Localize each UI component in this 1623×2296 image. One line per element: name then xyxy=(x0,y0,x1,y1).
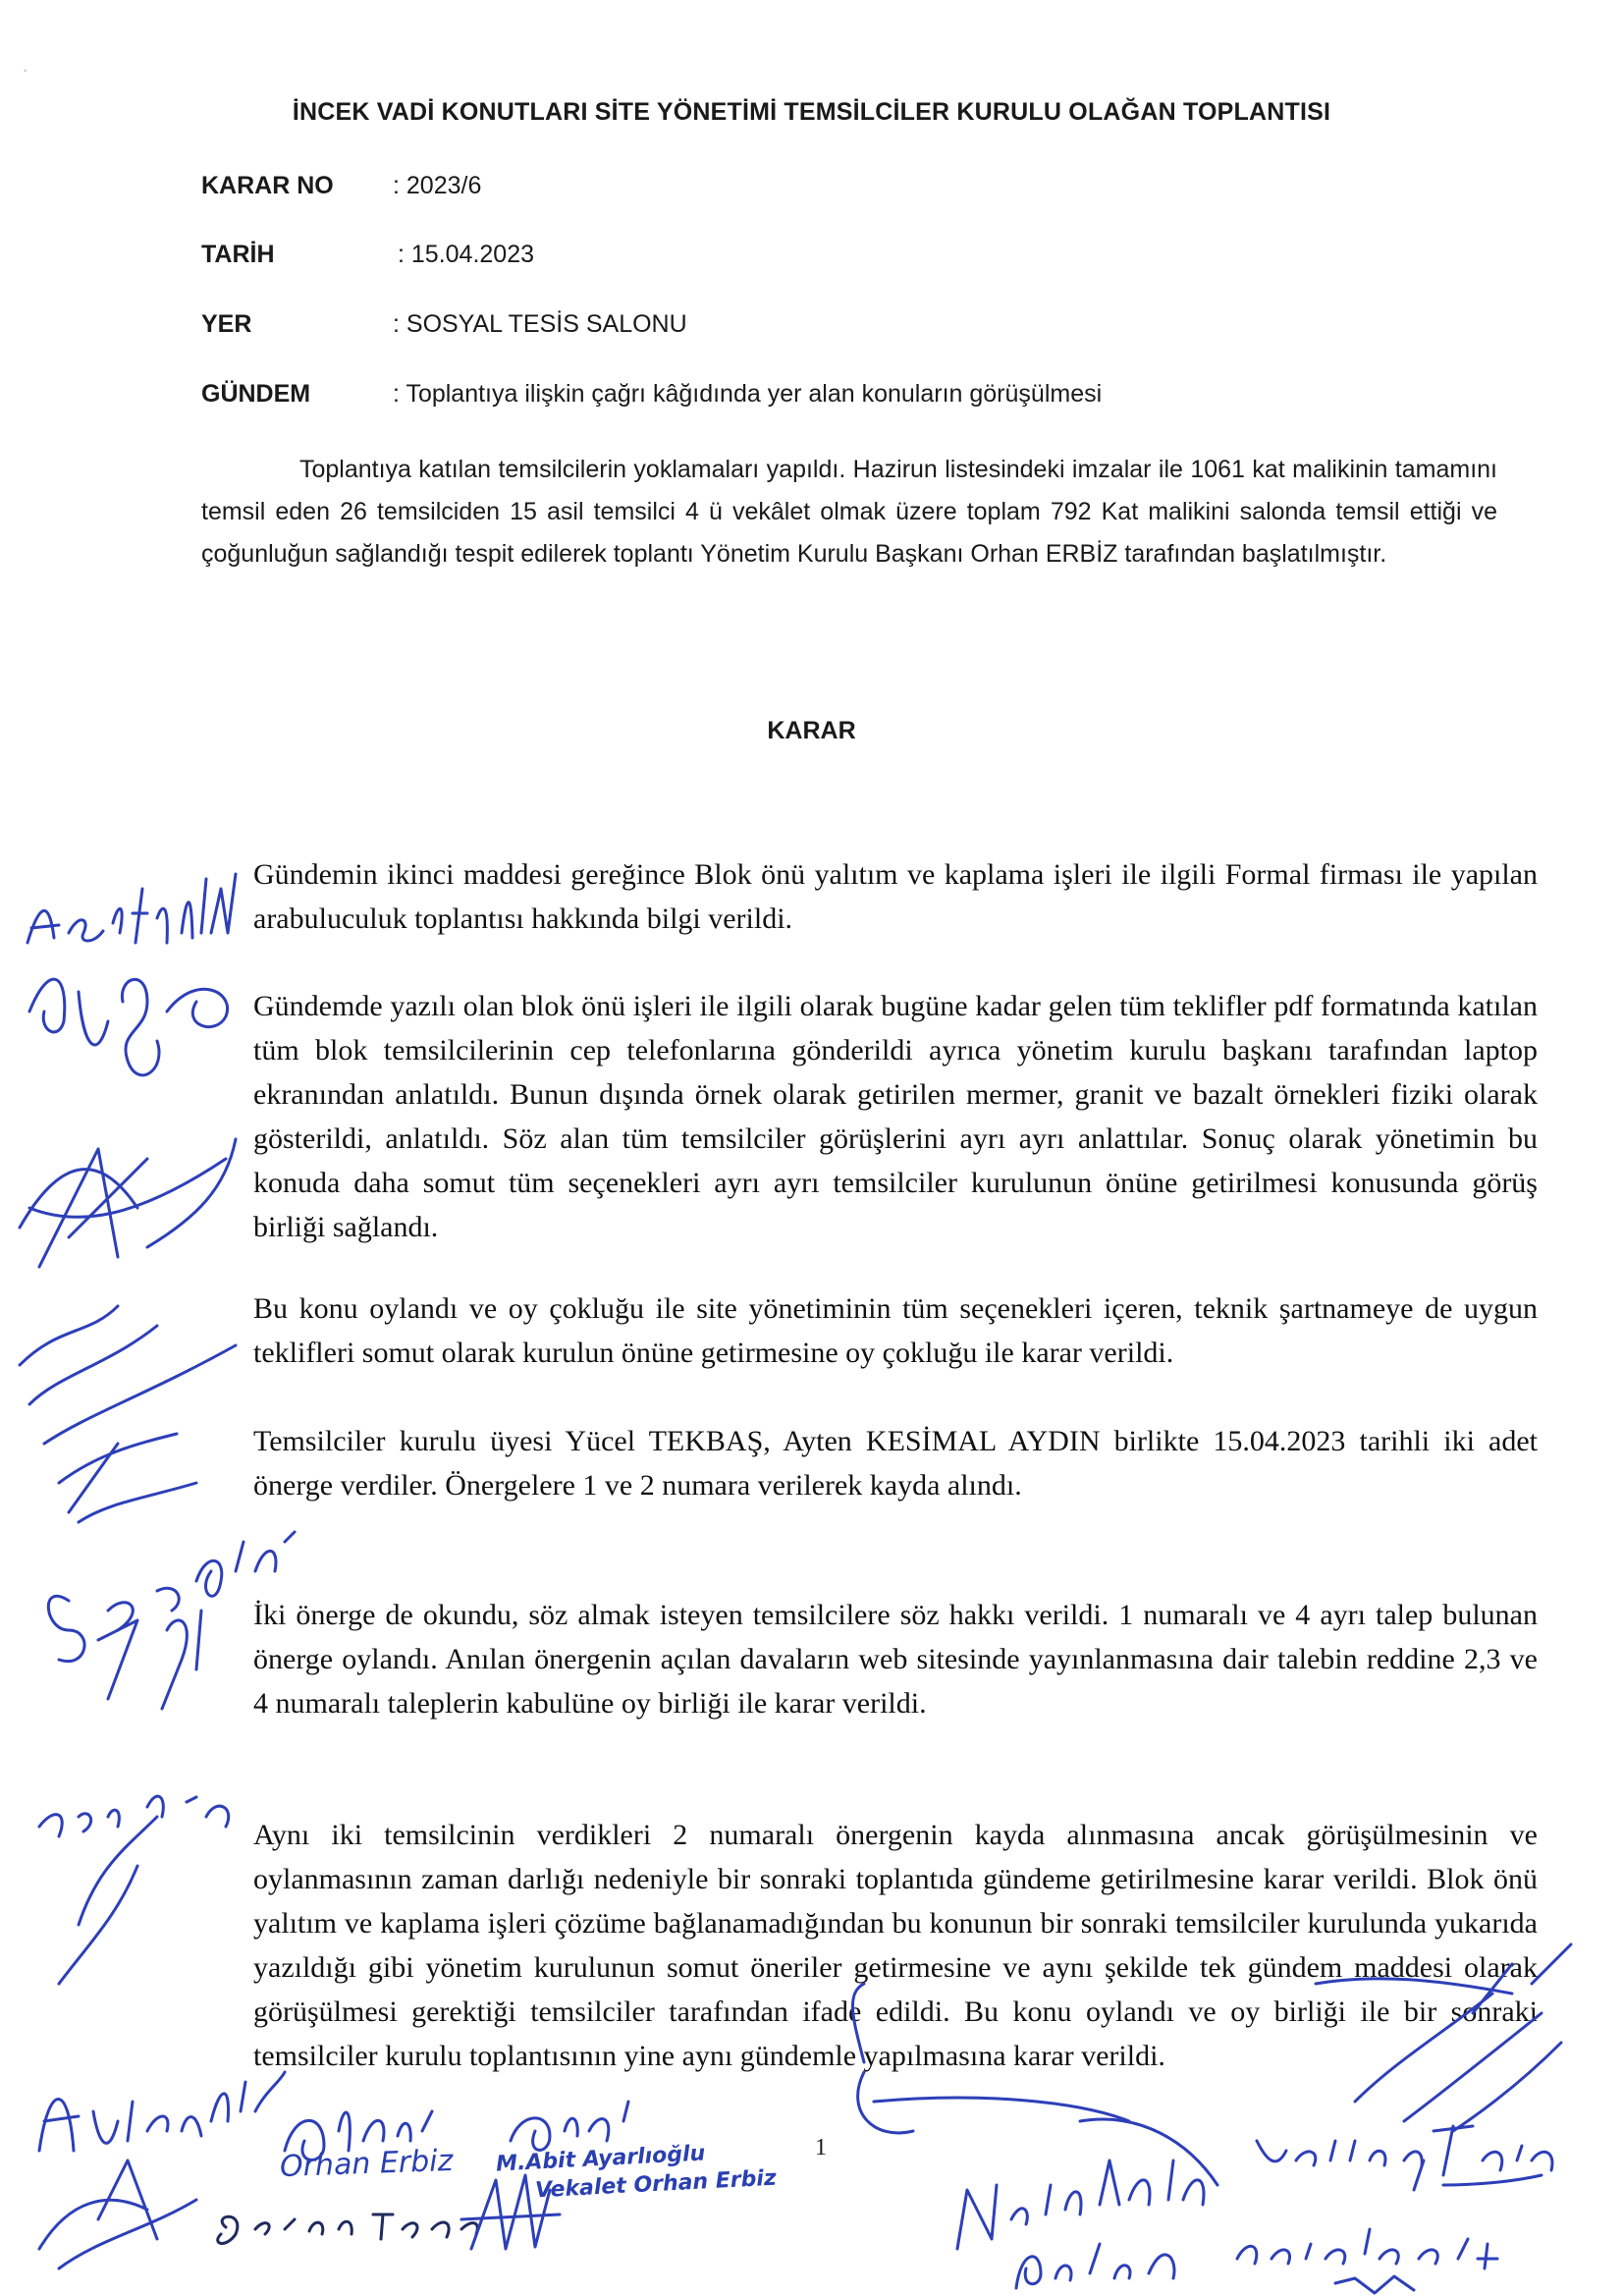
page-number: 1 xyxy=(815,2135,827,2160)
signature-6 xyxy=(98,1611,201,1709)
signature-7 xyxy=(39,1796,229,1984)
scan-mark: · xyxy=(22,57,29,82)
signature-8 xyxy=(39,2072,285,2151)
meta-value: : Toplantıya ilişkin çağrı kâğıdında yer alan konuların görüşülmesi xyxy=(393,380,1103,408)
signature-volkan xyxy=(1257,2126,1552,2190)
karar-heading: KARAR xyxy=(767,717,856,744)
signature-9 xyxy=(39,2160,196,2269)
decision-paragraph: Temsilciler kurulu üyesi Yücel TEKBAŞ, Ayten KESİMAL AYDIN birlikte 15.04.2023 tarihli iki adet önerge verdiler. Önergelere 1 ve 2 numara verilerek kayda alındı. xyxy=(253,1425,1538,1502)
meta-label: KARAR NO xyxy=(201,172,334,199)
document-title: İNCEK VADİ KONUTLARI SİTE YÖNETİMİ TEMSİLCİLER KURULU OLAĞAN TOPLANTISI xyxy=(292,98,1331,126)
signature-orhan-text: Orhan Erbiz xyxy=(279,2143,454,2185)
signature-3 xyxy=(20,1139,236,1267)
meta-value: : 2023/6 xyxy=(393,172,482,199)
meta-value: : 15.04.2023 xyxy=(398,241,535,268)
decision-paragraph: Aynı iki temsilcinin verdikleri 2 numaralı önergenin kayda alınmasına ancak görüşülmesinin ve oylanmasının zaman darlığı nedeniyle bir sonraki toplantıda gündeme getirilmesine karar verildi. Blok önü yalıtım ve kaplama işleri çözüme bağlanamadığından bu konunun bir sonraki temsilciler kurulunda yukarıda yazıldığı gibi yönetim kurulunun somut öneriler getirmesine ve aynı şekilde tek gündem maddesi olarak görüşülmesi gerektiği temsilciler tarafından ifade edildi. Bu konu oylandı ve oy birliği ile bir sonraki temsilciler kurulu toplantısının yine aynı gündemle yapılmasına karar verildi. xyxy=(253,1819,1538,2072)
signature-nurettin xyxy=(957,2119,1217,2288)
signature-vekalet-text: Vekalet Orhan Erbiz xyxy=(534,2165,778,2204)
intro-paragraph: Toplantıya katılan temsilcilerin yoklamaları yapıldı. Hazirun listesindeki imzalar ile 1061 kat malikinin tamamını temsil eden 26 temsilciden 15 asil temsilci 4 ü vekâlet olmak üzere toplam 792 Kat malikini salonda temsil ettiği ve çoğunluğun sağlandığı tespit edilerek toplantı Yönetim Kurulu Başkanı Orhan ERBİZ tarafından başlatılmıştır. xyxy=(201,456,1497,568)
decision-paragraph: Bu konu oylandı ve oy çokluğu ile site yönetiminin tüm seçenekleri içeren, teknik şartnameye de uygun teklifleri somut olarak kurulun önüne getirmesine oy çokluğu ile karar verildi. xyxy=(253,1292,1538,1369)
signature-4 xyxy=(20,1306,236,1522)
meta-value: : SOSYAL TESİS SALONU xyxy=(393,310,687,338)
decision-paragraph: İki önerge de okundu, söz almak isteyen temsilcilere söz hakkı verildi. 1 numaralı ve 4 ayrı talep bulunan önerge oylandı. Anılan önergenin açılan davaların web sitesinde yayınlanmasına dair talebin reddine 2,3 ve 4 numaralı taleplerin kabulüne oy birliği ile karar verildi. xyxy=(253,1599,1538,1720)
signature-onerkanat xyxy=(1237,2229,1497,2293)
signature-1 xyxy=(27,874,236,943)
signature-serkan xyxy=(218,2214,478,2243)
signature-2 xyxy=(29,979,228,1075)
meta-label: GÜNDEM xyxy=(201,380,311,408)
meta-label: TARİH xyxy=(201,241,275,268)
signature-abit xyxy=(511,2102,628,2150)
signature-abit-text: M.Abit Ayarlıoğlu xyxy=(495,2141,706,2177)
decision-paragraph: Gündemde yazılı olan blok önü işleri ile ilgili olarak bugüne kadar gelen tüm teklifler pdf formatında katılan tüm blok temsilcilerinin cep telefonlarına gönderildi ayrıca yönetim kurulu başkanı tarafından laptop ekranından anlatıldı. Bunun dışında örnek olarak getirilen mermer, granit ve bazalt örnekleri fiziki olarak gösterildi, anlatıldı. Söz alan tüm temsilciler görüşlerini ayrı ayrı anlattılar. Sonuç olarak yönetimin bu konuda daha somut tüm seçenekleri ayrı ayrı temsilciler kurulunun önüne getirilmesi konusunda görüş birliği sağlandı. xyxy=(253,990,1538,1243)
meta-label: YER xyxy=(201,310,252,338)
decision-paragraph: Gündemin ikinci maddesi gereğince Blok önü yalıtım ve kaplama işleri ile ilgili Formal firması ile yapılan arabuluculuk toplantısı hakkında bilgi verildi. xyxy=(253,858,1538,935)
